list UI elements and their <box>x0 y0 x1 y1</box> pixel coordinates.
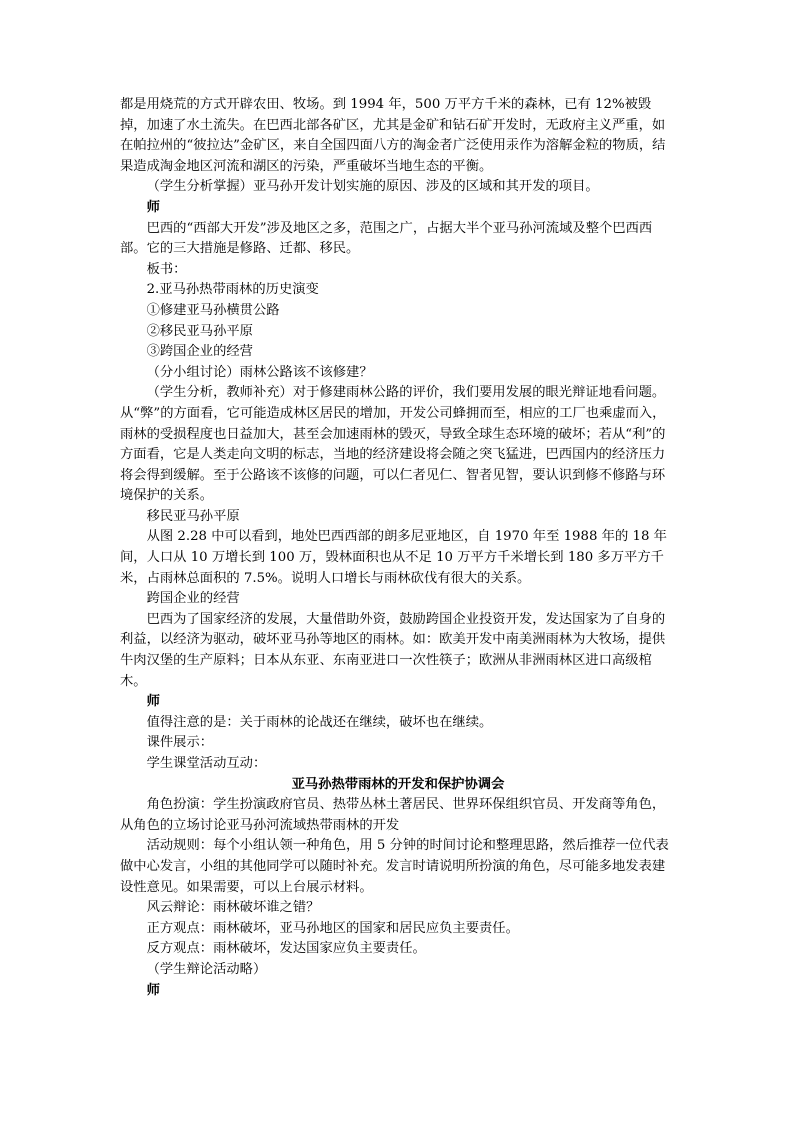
debate-omitted-note: （学生辩论活动略） <box>146 961 267 977</box>
paragraph-western-development: 巴西的“西部大开发”涉及地区之多，范围之广，占据大半个亚马孙河流域及整个巴西西部。它的三大措施是修路、迁都、移民。 <box>120 220 653 257</box>
blackboard-label: 板书： <box>146 261 187 277</box>
paragraph-role-play: 角色扮演：学生扮演政府官员、热带丛林土著居民、世界环保组织官员、开发商等角色，从角色的立场讨论亚马孙河流域热带雨林的开发 <box>120 797 666 833</box>
paragraph-foreign-investment: 巴西为了国家经济的发展，大量借助外资，鼓励跨国企业投资开发，发达国家为了自身的利益，以经济为驱动，破坏亚马孙等地区的雨林。如：欧美开发中南美洲雨林为大牧场，提供牛肉汉堡的生产原料；日本从东亚、东南亚进口一次性筷子；欧洲从非洲雨林区进口高级棺木。 <box>120 611 666 689</box>
teacher-label: 师 <box>146 982 160 998</box>
affirmative-view: 正方观点：雨林破坏，亚马孙地区的国家和居民应负主要责任。 <box>146 920 519 936</box>
paragraph-rondonia: 从图 2.28 中可以看到，地处巴西西部的朗多尼亚地区，自 1970 年至 1988 年的 18 年间，人口从 10 万增长到 100 万，毁林面积也从不足 10 万平方千米增长到 180 多万平方千米，占雨林总面积的 7.5%。说明人口增长与雨林砍伐有很大的关系。 <box>120 529 667 586</box>
paragraph-activity-rules: 活动规则：每个小组认领一种角色，用 5 分钟的时间讨论和整理思路，然后推荐一位代表做中心发言，小组的其他同学可以随时补充。发言时请说明所扮演的角色，尽可能多地发表建设性意见。如果需要，可以上台展示材料。 <box>120 838 669 895</box>
paragraph-debate-continues: 值得注意的是：关于雨林的论战还在继续，破坏也在继续。 <box>146 714 493 730</box>
blackboard-item-2: ②移民亚马孙平原 <box>146 323 253 339</box>
blackboard-item-3: ③跨国企业的经营 <box>146 344 253 360</box>
paragraph-student-analysis: （学生分析掌握）亚马孙开发计划实施的原因、涉及的区域和其开发的项目。 <box>146 179 599 195</box>
teacher-label: 师 <box>146 694 160 710</box>
activity-title: 亚马孙热带雨林的开发和保护协调会 <box>291 776 505 792</box>
subheading-multinational: 跨国企业的经营 <box>146 591 240 607</box>
courseware-label: 课件展示： <box>146 735 214 751</box>
document-body <box>120 95 676 1001</box>
student-activity-label: 学生课堂活动互动： <box>146 756 267 771</box>
paragraph-burning-forests: 都是用烧荒的方式开辟农田、牧场。到 1994 年，500 万平方千米的森林，已有 12%被毁掉，加速了水土流失。在巴西北部各矿区，尤其是金矿和钻石矿开发时，无政府主义严重，如在帕拉州的“彼拉达”金矿区，来自全国四面八方的淘金者广泛使用汞作为溶解金粒的物质，结果造成淘金地区河流和湖区的污染，严重破坏当地生态的平衡。 <box>120 97 666 174</box>
debate-question: 风云辩论：雨林破坏谁之错？ <box>146 900 320 916</box>
teacher-label: 师 <box>146 199 160 215</box>
paragraph-road-evaluation: （学生分析，教师补充）对于修建雨林公路的评价，我们要用发展的眼光辩证地看问题。从“弊”的方面看，它可能造成林区居民的增加，开发公司蜂拥而至，相应的工厂也乘虚而入，雨林的受损程度也日益加大，甚至会加速雨林的毁灭，导致全球生态环境的破坏；若从“利”的方面看，它是人类走向文明的标志，当地的经济建设将会随之突飞猛进，巴西国内的经济压力将会得到缓解。至于公路该不该修的问题，可以仁者见仁、智者见智，要认识到修不修路与环境保护的关系。 <box>120 385 666 504</box>
subheading-migration: 移民亚马孙平原 <box>146 508 240 524</box>
negative-view: 反方观点：雨林破坏，发达国家应负主要责任。 <box>146 941 426 957</box>
group-discussion-question: （分小组讨论）雨林公路该不该修建？ <box>146 364 373 380</box>
blackboard-heading: 2.亚马孙热带雨林的历史演变 <box>146 282 319 298</box>
blackboard-item-1: ①修建亚马孙横贯公路 <box>146 302 280 318</box>
